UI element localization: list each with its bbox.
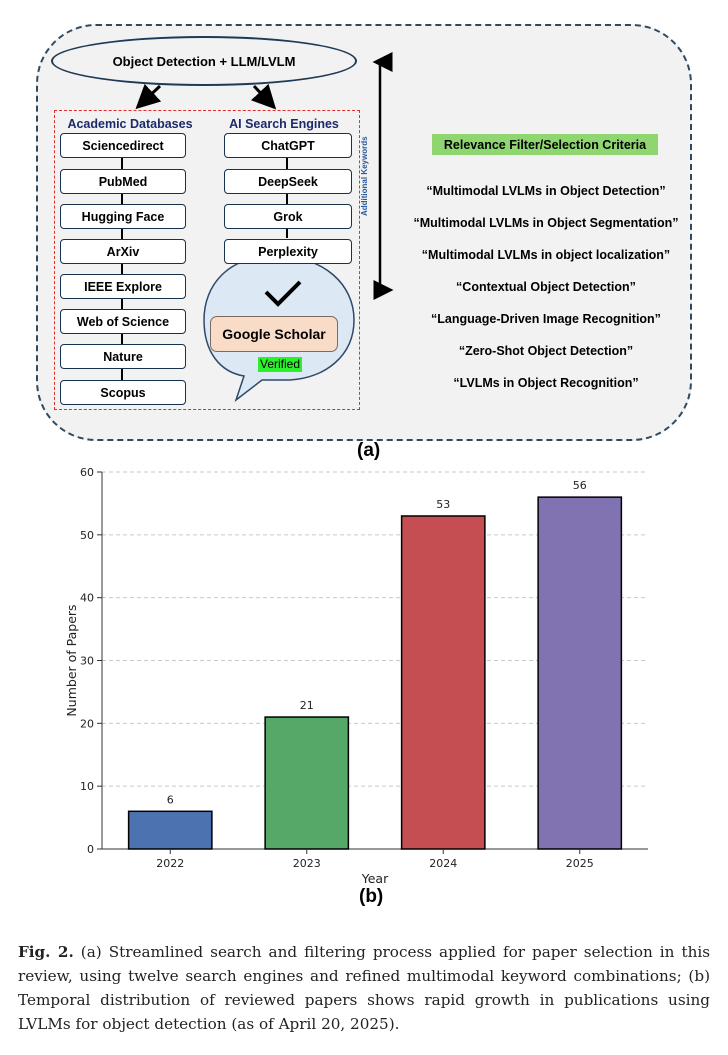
academic-db-item: Scopus (60, 380, 186, 405)
panel-a-tag: (a) (357, 440, 381, 461)
ai-search-engines-header: AI Search Engines (229, 117, 339, 131)
keyword-item: “Multimodal LVLMs in Object Detection” (426, 184, 666, 198)
y-tick-label: 30 (80, 654, 94, 668)
caption-label: Fig. 2. (18, 943, 74, 961)
y-tick-label: 20 (80, 717, 94, 731)
bar (129, 811, 212, 849)
academic-db-item: ArXiv (60, 239, 186, 264)
x-tick-label: 2024 (429, 857, 458, 870)
x-tick-label: 2022 (156, 857, 185, 870)
y-tick-label: 10 (80, 780, 94, 794)
academic-db-item: PubMed (60, 169, 186, 194)
verified-badge: Verified (260, 357, 301, 371)
ai-engine-item: Grok (224, 204, 352, 229)
x-axis-label: Year (361, 871, 389, 886)
bar (402, 516, 485, 849)
bar-value-label: 53 (436, 497, 451, 511)
ai-engine-item: DeepSeek (224, 169, 352, 194)
arrow-to-academic (142, 86, 160, 103)
y-tick-label: 60 (80, 466, 94, 479)
academic-db-item: Web of Science (60, 309, 186, 334)
ellipse-label: Object Detection + LLM/LVLM (112, 53, 296, 69)
keyword-item: “Contextual Object Detection” (456, 280, 636, 294)
ai-engine-item: Perplexity (224, 239, 352, 264)
keyword-item: “LVLMs in Object Recognition” (453, 376, 639, 390)
figure-caption (18, 940, 710, 1036)
keyword-item: “Multimodal LVLMs in object localization” (421, 248, 671, 262)
bar-chart (0, 462, 728, 890)
academic-db-item: Nature (60, 344, 186, 369)
academic-db-item: Hugging Face (60, 204, 186, 229)
caption-text: (a) Streamlined search and filtering process applied for paper selection in this review, using twelve search engines and refined multimodal keyword combinations; (b) Temporal distribution of reviewed papers shows rapid growth in publications using LVLMs for object detection (as of April 20, 2025). (18, 943, 710, 1033)
academic-databases-header: Academic Databases (67, 117, 193, 131)
keyword-item: “Multimodal LVLMs in Object Segmentation” (413, 216, 679, 230)
y-axis-label: Number of Papers (64, 604, 79, 717)
bar (265, 717, 348, 849)
ai-engine-item: ChatGPT (224, 133, 352, 158)
google-scholar-label: Google Scholar (210, 316, 338, 352)
bar-value-label: 6 (166, 793, 174, 807)
bar (538, 497, 621, 849)
x-tick-label: 2023 (292, 857, 321, 870)
panel-b-tag: (b) (359, 886, 384, 907)
bar-value-label: 56 (572, 479, 587, 493)
bar-value-label: 21 (299, 699, 314, 713)
y-tick-label: 0 (87, 843, 94, 856)
keyword-item: “Zero-Shot Object Detection” (458, 344, 634, 358)
y-tick-label: 40 (80, 591, 94, 605)
arrow-to-ai (254, 86, 270, 103)
criteria-title: Relevance Filter/Selection Criteria (432, 134, 658, 155)
academic-db-item: IEEE Explore (60, 274, 186, 299)
additional-keywords-label: Additional Keywords (360, 136, 369, 216)
y-tick-label: 50 (80, 528, 94, 542)
academic-db-item: Sciencedirect (60, 133, 186, 158)
keyword-item: “Language-Driven Image Recognition” (431, 312, 661, 326)
x-tick-label: 2025 (565, 857, 594, 870)
